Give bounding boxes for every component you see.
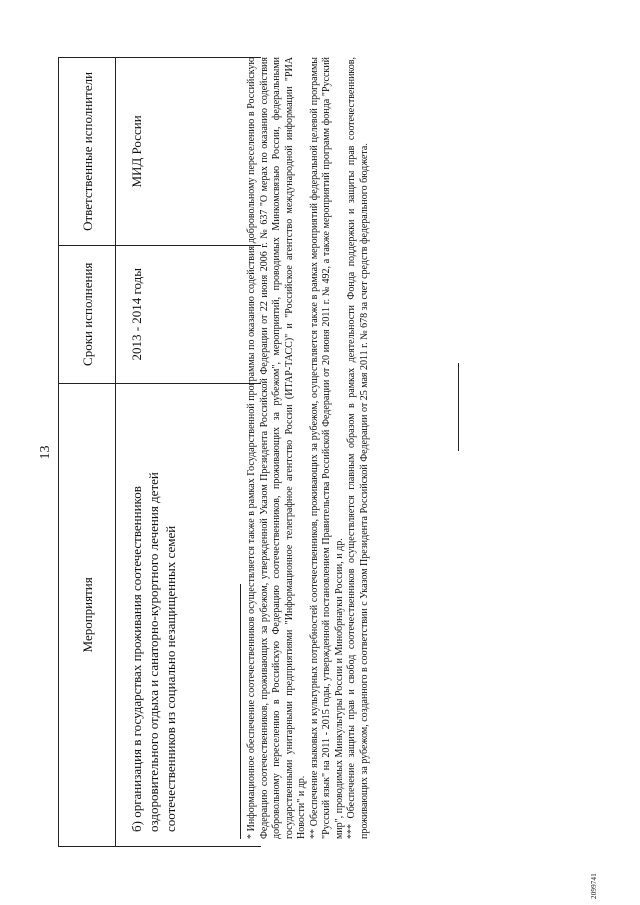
- footnote-2: ** Обеспечение языковых и культурных потребностей соотечественников, проживающих за рубежом, осуществляется также в рамках мероприятий федеральной целевой программы "Русский язык" на 2011 - 2015 годы, утвержденной постановлением Правительства Российской Федерации от 20 июня 2011 г. № 492, а также мероприятий программ фонда "Русский мир", проводимых Минкультуры России и Минобрнауки России, и др.: [308, 57, 345, 839]
- table-header-row: [59, 58, 116, 847]
- header-events: Мероприятия: [59, 383, 116, 846]
- footnote-1: * Информационное обеспечение соотечественников осуществляется также в рамках Государственной программы по оказанию содействия добровольному переселению в Российскую Федерацию соотечественников, проживающих за рубежом, утвержденной Указом Президента Российской Федерации от 22 июня 2006 г. № 637 "О мерах по оказанию содействия добровольному переселению в Российскую Федерацию соотечественников, проживающих за рубежом", мероприятий, проводимых Минкомсвязью России, федеральными государственными унитарными предприятиями "Информационное телеграфное агентство России (ИТАР-ТАСС)" и "Российское агентство международной информации "РИА Новости" и др.: [246, 57, 307, 839]
- header-responsible: Ответственные исполнители: [59, 58, 116, 246]
- measures-table: [58, 57, 261, 847]
- term-cell: 2013 - 2014 годы: [116, 245, 180, 383]
- document-code: 2099741: [590, 873, 598, 899]
- page-number: 13: [38, 445, 53, 460]
- footnotes: [246, 57, 371, 839]
- footnote-3: *** Обеспечение защиты прав и свобод соотечественников осуществляется главным образом в рамках деятельности Фонда поддержки и защиты прав соотечественников, проживающих за рубежом, созданного в соответствии с Указом Президента Российской Федерации от 25 мая 2011 г. № 678 за счет средств федерального бюджета.: [346, 57, 370, 839]
- header-deadlines: Сроки исполнения: [59, 245, 116, 383]
- footnote-separator: [240, 584, 241, 839]
- responsible-cell: МИД России: [116, 58, 180, 246]
- event-cell: б) организация в государствах проживания соотечественников оздоровительного отдыха и санаторно-курортного лечения детей соотечественников из социально незащищенных семей: [116, 383, 180, 846]
- end-divider-line: [458, 363, 459, 451]
- table-row: [116, 58, 180, 847]
